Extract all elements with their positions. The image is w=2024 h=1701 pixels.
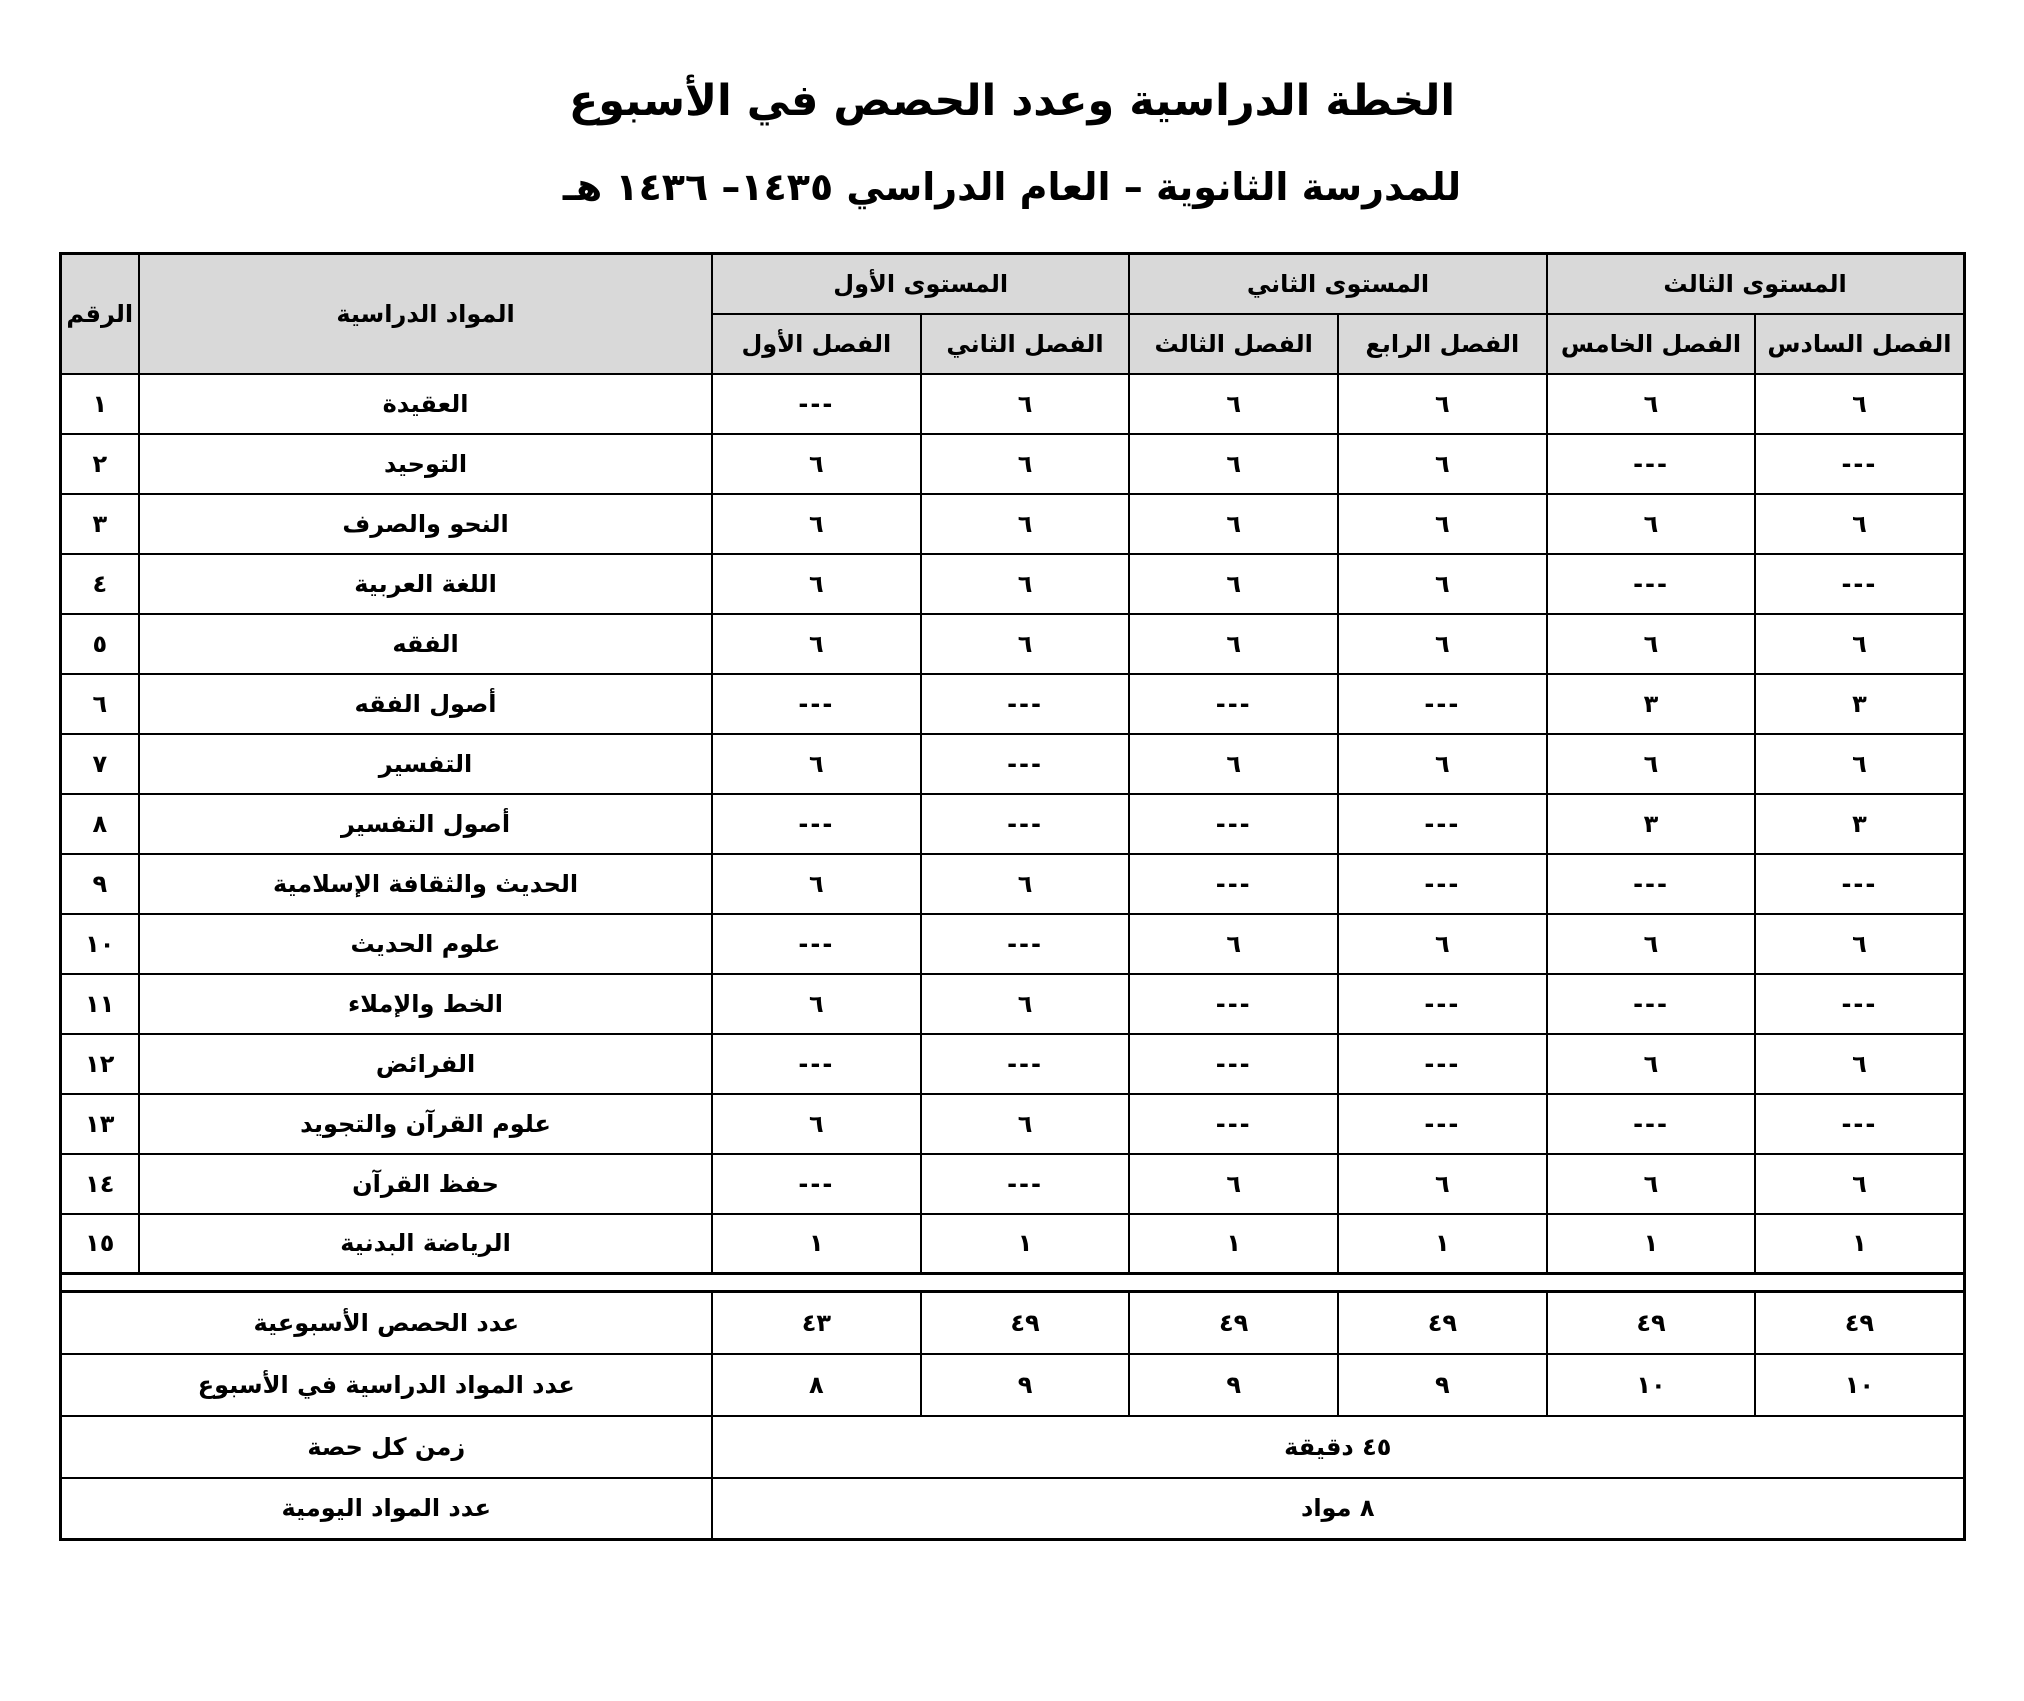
cell-periods: ٦ [712, 614, 921, 674]
cell-periods: ٦ [1755, 614, 1964, 674]
cell-footer-value: ٤٩ [1129, 1292, 1338, 1354]
cell-periods: --- [1129, 1034, 1338, 1094]
term-header-one: الفصل الأول [712, 314, 921, 374]
study-plan-table [59, 252, 1966, 1541]
cell-periods: ٦ [1129, 434, 1338, 494]
cell-row-number: ١٣ [60, 1094, 139, 1154]
table-row [60, 674, 1964, 734]
cell-footer-value: ٩ [921, 1354, 1130, 1416]
cell-periods: ٣ [1755, 794, 1964, 854]
footer-row-period-duration [60, 1416, 1964, 1478]
cell-periods: ٦ [1129, 554, 1338, 614]
level-header-2: المستوى الثاني [1129, 254, 1546, 314]
cell-footer-value: ٩ [1129, 1354, 1338, 1416]
cell-footer-label: عدد المواد اليومية [60, 1478, 712, 1540]
table-row [60, 554, 1964, 614]
footer-row-weekly-subjects [60, 1354, 1964, 1416]
cell-periods: ٦ [921, 854, 1130, 914]
level-header-1: المستوى الأول [712, 254, 1129, 314]
cell-periods: ٦ [1338, 374, 1547, 434]
cell-periods: ٦ [1755, 374, 1964, 434]
cell-periods: ٦ [1338, 1154, 1547, 1214]
cell-periods: --- [1338, 1034, 1547, 1094]
table-row [60, 734, 1964, 794]
cell-periods: --- [1547, 434, 1756, 494]
cell-footer-value: ٤٩ [1755, 1292, 1964, 1354]
cell-periods: ٦ [1338, 494, 1547, 554]
cell-subject-name: الرياضة البدنية [139, 1214, 712, 1274]
table-row [60, 1034, 1964, 1094]
cell-periods: --- [1129, 1094, 1338, 1154]
cell-periods: ٦ [712, 734, 921, 794]
cell-row-number: ٧ [60, 734, 139, 794]
table-body [60, 374, 1964, 1540]
cell-periods: --- [1755, 974, 1964, 1034]
cell-periods: ٦ [1755, 1034, 1964, 1094]
cell-periods: ٦ [1129, 734, 1338, 794]
cell-row-number: ٨ [60, 794, 139, 854]
cell-periods: ٦ [1755, 734, 1964, 794]
cell-footer-value: ٨ [712, 1354, 921, 1416]
cell-footer-value: ١٠ [1755, 1354, 1964, 1416]
cell-periods: --- [921, 1034, 1130, 1094]
cell-subject-name: علوم القرآن والتجويد [139, 1094, 712, 1154]
cell-periods: --- [1338, 1094, 1547, 1154]
cell-row-number: ١٤ [60, 1154, 139, 1214]
cell-footer-value: ٤٩ [1338, 1292, 1547, 1354]
cell-footer-label: عدد المواد الدراسية في الأسبوع [60, 1354, 712, 1416]
cell-footer-label: زمن كل حصة [60, 1416, 712, 1478]
cell-periods: --- [1338, 974, 1547, 1034]
cell-subject-name: علوم الحديث [139, 914, 712, 974]
cell-periods: ١ [921, 1214, 1130, 1274]
cell-periods: --- [1338, 674, 1547, 734]
cell-row-number: ١٠ [60, 914, 139, 974]
table-row [60, 914, 1964, 974]
cell-subject-name: اللغة العربية [139, 554, 712, 614]
table-head [60, 254, 1964, 374]
cell-row-number: ٩ [60, 854, 139, 914]
table-row [60, 1094, 1964, 1154]
cell-periods: ٦ [1755, 1154, 1964, 1214]
cell-row-number: ٦ [60, 674, 139, 734]
table-row [60, 854, 1964, 914]
cell-periods: ٦ [921, 554, 1130, 614]
cell-periods: ٦ [712, 434, 921, 494]
cell-periods: ٦ [1547, 614, 1756, 674]
cell-periods: ٦ [1547, 494, 1756, 554]
table-row [60, 614, 1964, 674]
cell-row-number: ٤ [60, 554, 139, 614]
cell-subject-name: الخط والإملاء [139, 974, 712, 1034]
cell-periods: --- [712, 914, 921, 974]
cell-periods: --- [1547, 1094, 1756, 1154]
cell-periods: --- [921, 674, 1130, 734]
table-row [60, 974, 1964, 1034]
cell-row-number: ١٥ [60, 1214, 139, 1274]
cell-subject-name: التوحيد [139, 434, 712, 494]
cell-periods: ٣ [1547, 674, 1756, 734]
table-row [60, 494, 1964, 554]
cell-periods: ١ [1547, 1214, 1756, 1274]
number-column-header: الرقم [60, 254, 139, 374]
cell-footer-value: ٤٣ [712, 1292, 921, 1354]
table-section-divider [60, 1274, 1964, 1292]
cell-periods: ٦ [1129, 1154, 1338, 1214]
cell-periods: --- [1755, 434, 1964, 494]
cell-periods: ٦ [1338, 914, 1547, 974]
cell-footer-merged-value: ٨ مواد [712, 1478, 1964, 1540]
cell-periods: ٦ [1755, 914, 1964, 974]
cell-periods: --- [1338, 854, 1547, 914]
cell-periods: --- [921, 914, 1130, 974]
cell-periods: --- [712, 1154, 921, 1214]
cell-periods: ٦ [1129, 374, 1338, 434]
table-row [60, 434, 1964, 494]
table-row [60, 1154, 1964, 1214]
cell-periods: --- [1129, 674, 1338, 734]
cell-periods: ٦ [921, 374, 1130, 434]
cell-periods: ٦ [712, 554, 921, 614]
subject-column-header: المواد الدراسية [139, 254, 712, 374]
cell-row-number: ٢ [60, 434, 139, 494]
cell-periods: --- [921, 794, 1130, 854]
cell-periods: --- [712, 674, 921, 734]
cell-periods: ٦ [1338, 554, 1547, 614]
cell-footer-value: ٤٩ [1547, 1292, 1756, 1354]
cell-periods: --- [1547, 854, 1756, 914]
cell-footer-value: ٩ [1338, 1354, 1547, 1416]
term-header-four: الفصل الرابع [1338, 314, 1547, 374]
cell-periods: ٦ [1547, 1154, 1756, 1214]
cell-periods: ٦ [921, 974, 1130, 1034]
cell-subject-name: العقيدة [139, 374, 712, 434]
cell-periods: ٦ [712, 494, 921, 554]
cell-periods: --- [921, 734, 1130, 794]
cell-periods: ٦ [1129, 494, 1338, 554]
cell-subject-name: أصول الفقه [139, 674, 712, 734]
cell-subject-name: الحديث والثقافة الإسلامية [139, 854, 712, 914]
cell-periods: --- [1129, 854, 1338, 914]
cell-periods: ٦ [1338, 434, 1547, 494]
cell-periods: ٦ [1129, 914, 1338, 974]
cell-periods: --- [1755, 554, 1964, 614]
cell-periods: ٦ [1547, 914, 1756, 974]
cell-footer-value: ٤٩ [921, 1292, 1130, 1354]
cell-periods: ٦ [921, 614, 1130, 674]
page-subtitle: للمدرسة الثانوية – العام الدراسي ١٤٣٥– ١٤٣٦ هـ [562, 165, 1462, 210]
cell-periods: --- [1755, 1094, 1964, 1154]
cell-periods: ١ [1755, 1214, 1964, 1274]
cell-periods: --- [1129, 974, 1338, 1034]
cell-periods: ٦ [1338, 614, 1547, 674]
cell-periods: --- [712, 794, 921, 854]
cell-periods: ١ [1338, 1214, 1547, 1274]
cell-periods: ٦ [921, 494, 1130, 554]
cell-periods: ٦ [1547, 374, 1756, 434]
header-row-levels [60, 254, 1964, 314]
cell-periods: --- [712, 1034, 921, 1094]
cell-footer-label: عدد الحصص الأسبوعية [60, 1292, 712, 1354]
cell-periods: --- [1129, 794, 1338, 854]
term-header-five: الفصل الخامس [1547, 314, 1756, 374]
table-row [60, 794, 1964, 854]
term-header-six: الفصل السادس [1755, 314, 1964, 374]
cell-subject-name: حفظ القرآن [139, 1154, 712, 1214]
cell-periods: --- [1547, 974, 1756, 1034]
cell-periods: ٦ [1547, 1034, 1756, 1094]
cell-subject-name: النحو والصرف [139, 494, 712, 554]
cell-subject-name: الفرائض [139, 1034, 712, 1094]
cell-footer-value: ١٠ [1547, 1354, 1756, 1416]
cell-periods: ٣ [1547, 794, 1756, 854]
term-header-three: الفصل الثالث [1129, 314, 1338, 374]
cell-periods: --- [712, 374, 921, 434]
cell-subject-name: التفسير [139, 734, 712, 794]
cell-row-number: ١١ [60, 974, 139, 1034]
table-row [60, 374, 1964, 434]
cell-periods: ٦ [712, 854, 921, 914]
table-row [60, 1214, 1964, 1274]
divider-cell [60, 1274, 1964, 1292]
cell-periods: ٦ [1129, 614, 1338, 674]
cell-periods: --- [1547, 554, 1756, 614]
cell-footer-merged-value: ٤٥ دقيقة [712, 1416, 1964, 1478]
cell-subject-name: الفقه [139, 614, 712, 674]
cell-periods: ١ [1129, 1214, 1338, 1274]
cell-subject-name: أصول التفسير [139, 794, 712, 854]
cell-periods: ٦ [712, 974, 921, 1034]
term-header-two: الفصل الثاني [921, 314, 1130, 374]
cell-row-number: ١ [60, 374, 139, 434]
level-header-3: المستوى الثالث [1547, 254, 1964, 314]
cell-periods: ١ [712, 1214, 921, 1274]
cell-periods: --- [1338, 794, 1547, 854]
cell-periods: ٦ [921, 434, 1130, 494]
cell-periods: ٣ [1755, 674, 1964, 734]
footer-row-daily-subjects [60, 1478, 1964, 1540]
footer-row-weekly-periods [60, 1292, 1964, 1354]
page-title: الخطة الدراسية وعدد الحصص في الأسبوع [568, 76, 1456, 126]
cell-periods: --- [921, 1154, 1130, 1214]
cell-row-number: ٥ [60, 614, 139, 674]
cell-periods: ٦ [921, 1094, 1130, 1154]
cell-row-number: ٣ [60, 494, 139, 554]
cell-periods: ٦ [1338, 734, 1547, 794]
cell-periods: ٦ [1755, 494, 1964, 554]
cell-periods: --- [1755, 854, 1964, 914]
cell-periods: ٦ [712, 1094, 921, 1154]
plan-table-wrapper [59, 252, 1966, 1541]
cell-periods: ٦ [1547, 734, 1756, 794]
document-titles [0, 0, 2024, 209]
cell-row-number: ١٢ [60, 1034, 139, 1094]
